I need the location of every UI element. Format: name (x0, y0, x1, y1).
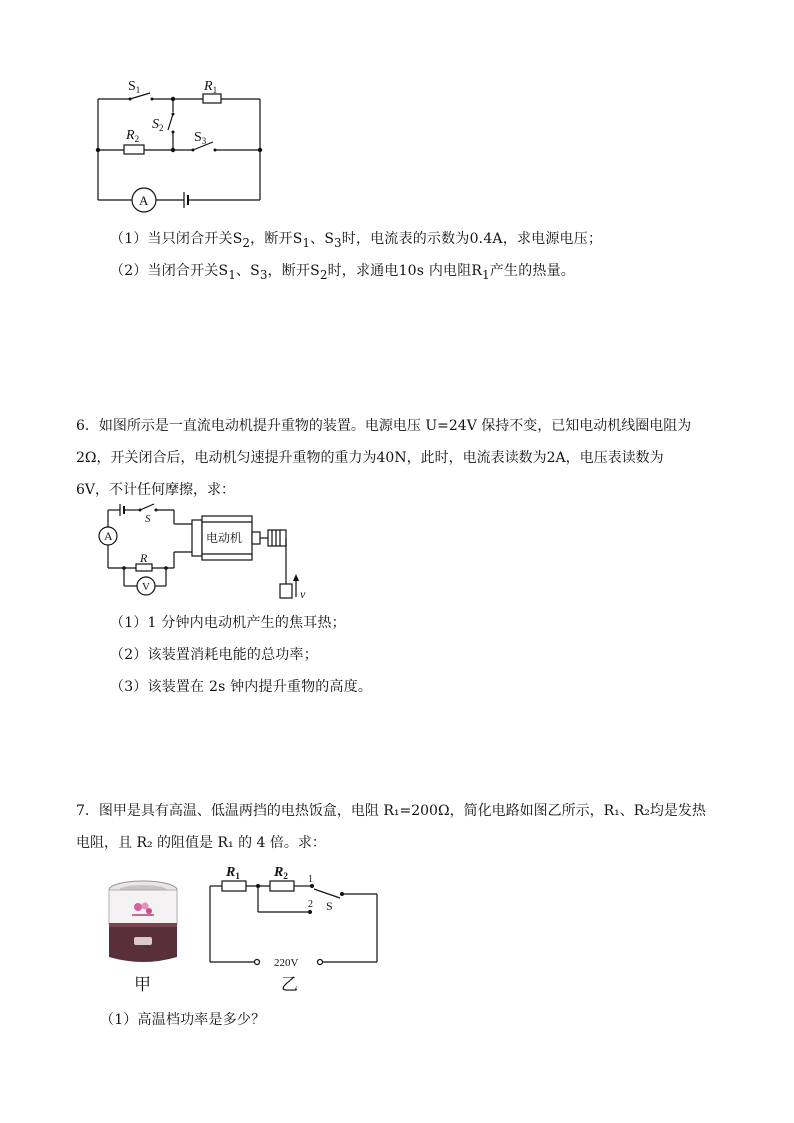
switch-label: S (326, 899, 333, 913)
r1-label: $R_1$ (204, 79, 218, 95)
q7-stem-line-2: 电阻，且 R₂ 的阻值是 R₁ 的 4 倍。求： (76, 835, 326, 851)
q7-subquestion-1: （1）高温档功率是多少？ (100, 1012, 266, 1028)
rice-cooker-image (98, 875, 188, 967)
voltmeter-label: V (142, 581, 150, 593)
r2-label: $R_2$ (274, 865, 288, 881)
switch-position-2: 2 (308, 899, 313, 910)
q7-stem-line-1: 7．图甲是具有高温、低温两挡的电热饭盒，电阻 R₁=200Ω，简化电路如图乙所示，R₁、R₂均是发热 (76, 803, 706, 819)
q6-stem-line-3: 6V，不计任何摩擦，求： (76, 482, 236, 498)
q6-subquestion-2: （2）该装置消耗电能的总功率； (110, 647, 318, 663)
r1-label: $R_1$ (226, 865, 240, 881)
switch-label: S (145, 513, 151, 525)
caption-jia: 甲 (134, 975, 151, 995)
motor-label: 电动机 (206, 531, 243, 545)
q6-subquestion-3: （3）该装置在 2s 钟内提升重物的高度。 (110, 679, 373, 695)
q5-circuit-diagram (88, 72, 278, 220)
q6-motor-diagram (94, 500, 310, 608)
s1-label: $S_1$ (128, 79, 141, 95)
ammeter-label: A (104, 529, 113, 543)
q6-stem-line-1: 6．如图所示是一直流电动机提升重物的装置。电源电压 U=24V 保持不变，已知电动机线圈电阻为 (76, 418, 692, 434)
s3-label: $S_3$ (194, 130, 207, 146)
ammeter-label: A (139, 193, 149, 208)
s2-label: $S_2$ (152, 117, 164, 133)
switch-position-1: 1 (308, 874, 313, 885)
caption-yi: 乙 (281, 975, 298, 995)
r2-label: $R_2$ (126, 128, 140, 144)
velocity-label: v (300, 587, 306, 601)
q5-subquestion-1: （1）当只闭合开关$S_2$，断开$S_1$、$S_3$时，电流表的示数为0.4A，求电源电压； (110, 231, 603, 250)
q5-subquestion-2: （2）当闭合开关$S_1$、$S_3$，断开$S_2$时，求通电10s 内电阻$R_1$产生的热量。 (110, 263, 575, 282)
q7-circuit-diagram (200, 860, 385, 970)
q6-subquestion-1: （1）1 分钟内电动机产生的焦耳热； (110, 615, 346, 631)
q6-stem-line-2: 2Ω，开关闭合后，电动机匀速提升重物的重力为40N，此时，电流表读数为2A，电压表读数为 (76, 450, 664, 466)
resistor-label: R (140, 551, 148, 565)
voltage-label: 220V (274, 957, 299, 969)
